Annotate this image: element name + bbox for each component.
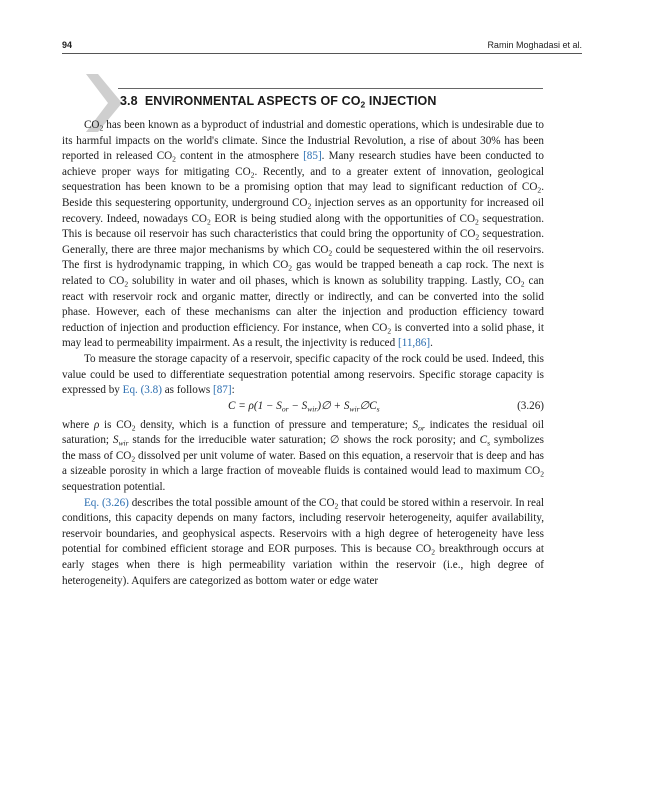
equation-formula: $C = \rho(1 - S_{or}$ − $S_{wir})\emptyset$ + $S_{wir}\emptyset C_s$	[228, 399, 380, 413]
section-number: 3.8	[120, 94, 138, 108]
section-heading: 3.8 ENVIRONMENTAL ASPECTS OF $CO_2$ INJECTION	[120, 94, 437, 110]
section-rule	[118, 88, 543, 89]
paragraph: To measure the storage capacity of a reservoir, specific capacity of the rock could be used. Indeed, this value could be used to differentiate sequestration potential among reservoirs. Specific storage capacity is expressed by Eq. (3.8) as follows [87]:	[62, 352, 544, 397]
running-head: Ramin Moghadasi et al.	[487, 40, 582, 50]
header-rule	[62, 53, 582, 54]
citation-link[interactable]: [87]	[213, 384, 232, 397]
equation-link[interactable]: Eq. (3.8)	[122, 384, 162, 397]
section-title-text: ENVIRONMENTAL ASPECTS OF CO	[144, 94, 361, 108]
equation-link[interactable]: Eq. (3.26)	[84, 496, 129, 509]
paragraph: where ρ is $CO_2$ density, which is a function of pressure and temperature; $S_{or}$ indicates the residual oil saturation; $S_{wir}$ stands for the irreducible water saturation; ∅ shows the rock porosity; and $C_s$ symbolizes the mass of $CO_2$ dissolved per unit volume of water. Based on this equation, a reservoir that is deep and has a sizeable porosity in which a large fraction of moveable fluids is contained would lead to maximum $CO_2$ sequestration potential.	[62, 418, 545, 494]
equation	[62, 399, 544, 418]
paragraph: Eq. (3.26) describes the total possible amount of the $CO_2$ that could be stored within a reservoir. In real conditions, this capacity depends on many factors, including reservoir heterogeneity, aquifer availability, reservoir boundaries, and geophysical aspects. Reservoirs with a high degree of heterogeneity have less potential for combined efficient storage and EOR purposes. This is because $CO_2$ breakthrough occurs at early stages when there is high permeability variation within the reservoir (i.e., high degree of heterogeneity). Aquifers are categorized as bottom water or edge water	[62, 496, 544, 587]
page-header	[62, 38, 582, 54]
body-text	[62, 118, 544, 589]
paragraph: $CO_2$ has been known as a byproduct of industrial and domestic operations, which is undesirable due to its harmful impacts on the world's climate. Since the Industrial Revolution, a rise of about 30% has been reported in released $CO_2$ content in the atmosphere [85]. Many research studies have been conducted to achieve proper ways for mitigating $CO_2$. Recently, and to a greater extent of innovation, geological sequestration has been known to be a promising option that may lead to significant reduction of $CO_2$. Beside this sequestering opportunity, underground $CO_2$ injection serves as an opportunity for increased oil recovery. Indeed, nowadays $CO_2$ EOR is being studied along with the opportunities of $CO_2$ sequestration. This is because oil reservoir has such characteristics that could bring the opportunity of $CO_2$ sequestration. Generally, there are three major mechanisms by which $CO_2$ could be sequestered within the oil reservoirs. The first is hydrodynamic trapping, in which $CO_2$ gas would be trapped beneath a cap rock. The next is related to $CO_2$ solubility in water and oil phases, which is known as solubility trapping. Lastly, $CO_2$ can react with reservoir rock and organic matter, directly or indirectly, and can be converted into the solid phase. However, each of these mechanisms can alter the injection and production efficiency toward reduction of injection and production efficiency. For instance, when $CO_2$ is converted into a solid phase, it may lead to permeability impairment. As a result, the injectivity is reduced [11,86].	[62, 119, 545, 350]
citation-link[interactable]: [11,86]	[397, 337, 431, 350]
citation-link[interactable]: [85]	[303, 150, 322, 163]
equation-number: (3.26)	[517, 399, 544, 412]
page-number: 94	[62, 40, 73, 50]
